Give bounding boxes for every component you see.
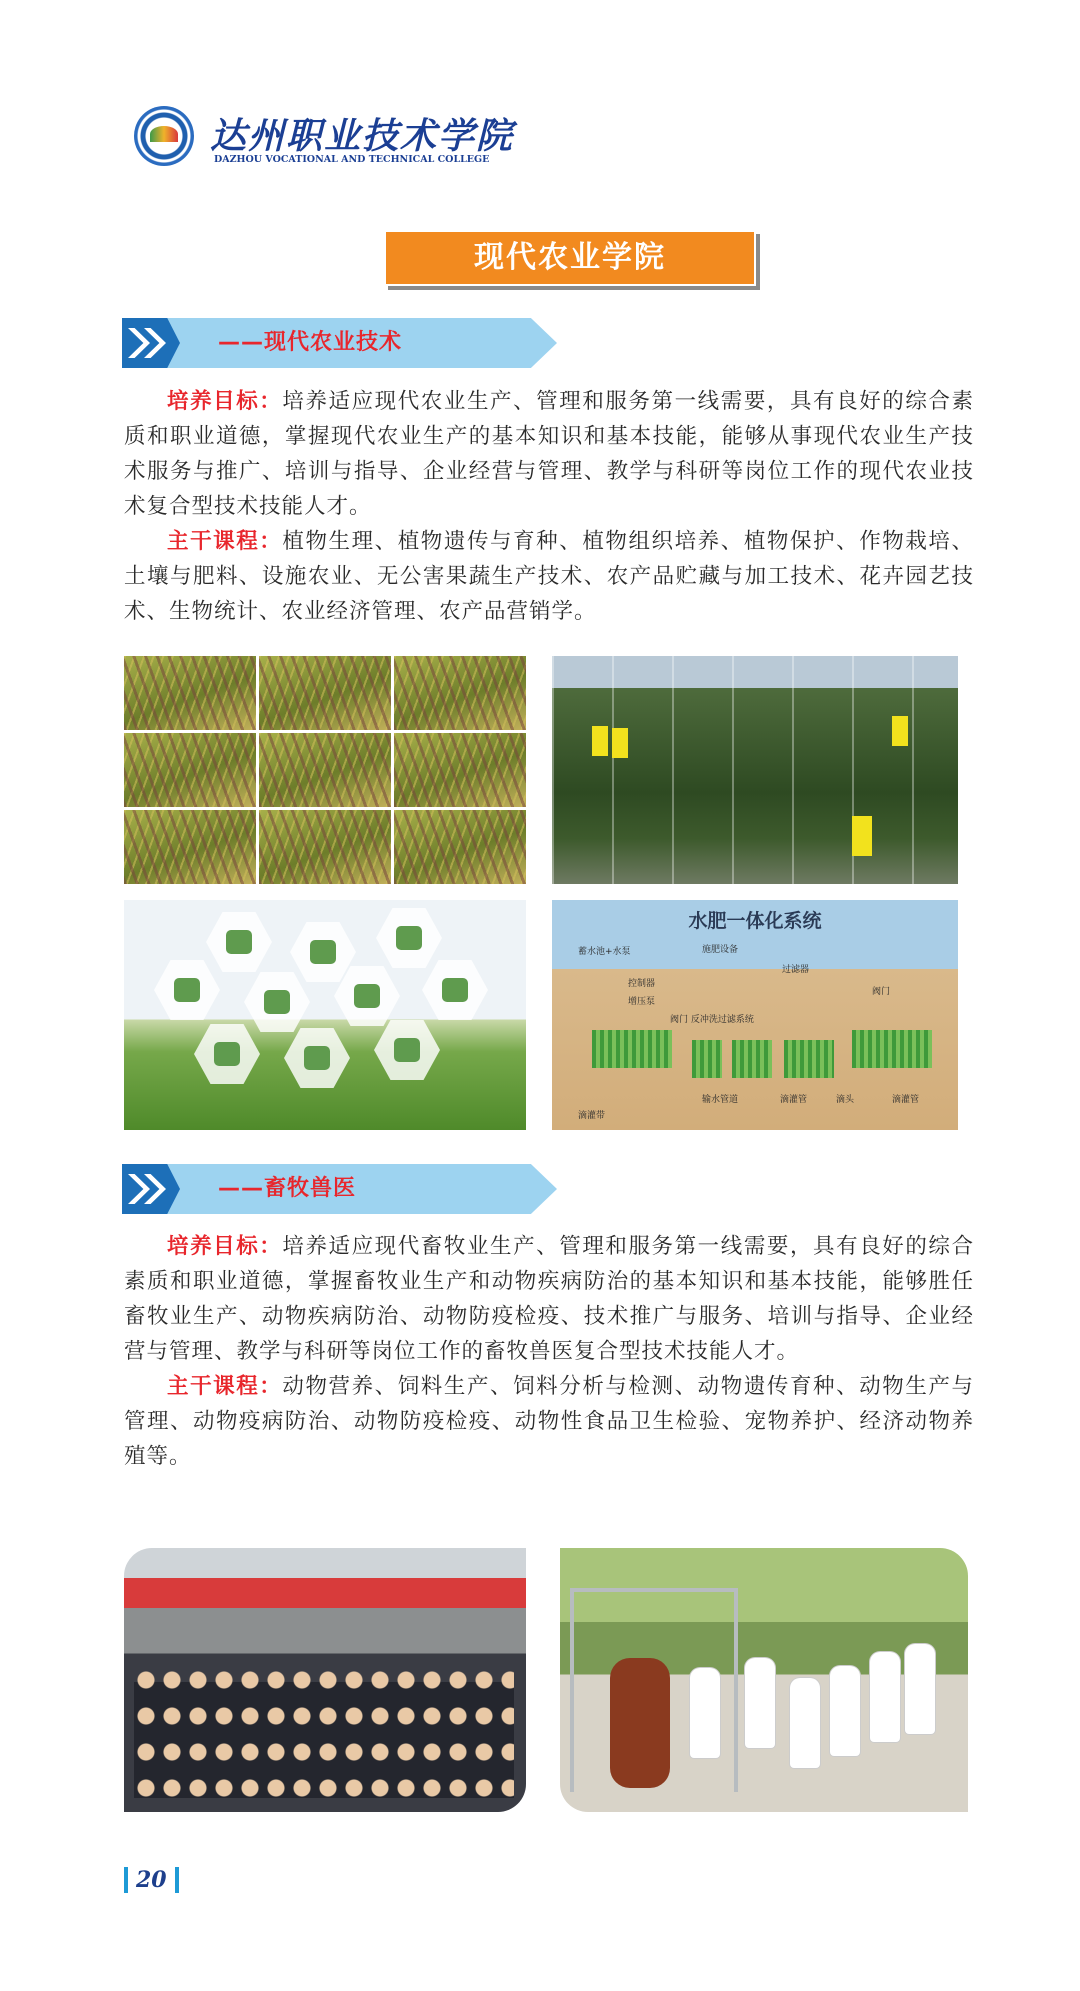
veterinary-practice-photo — [560, 1548, 968, 1812]
page-number-bar — [175, 1867, 179, 1893]
student-lab-coat — [905, 1644, 935, 1734]
monitor-icon — [334, 966, 400, 1026]
student-lab-coat — [690, 1668, 720, 1758]
page-number-bar — [124, 1867, 128, 1893]
page-title: 现代农业学院 — [384, 230, 756, 286]
diagram-label: 滴灌管 — [780, 1095, 808, 1105]
plant-icon — [422, 960, 488, 1020]
section-banner-veterinary — [122, 1164, 557, 1214]
sticky-trap — [592, 726, 608, 756]
student-lab-coat — [790, 1678, 820, 1768]
rice-grain-photo-grid — [124, 656, 526, 884]
diagram-label: 滴头 — [836, 1095, 855, 1105]
section-heading: ——畜牧兽医 — [218, 1176, 357, 1201]
training-goal-paragraph — [124, 1229, 974, 1369]
sticky-trap — [892, 716, 908, 746]
goal-text: 培养适应现代农业生产、管理和服务第一线需要，具有良好的综合素质和职业道德，掌握现代农业生产的基本知识和基本技能，能够从事现代农业生产技术服务与推广、培训与指导、企业经营与管理、教学与科研等岗位工作的现代农业技术复合型技术技能人才。 — [124, 389, 974, 519]
diagram-label: 过滤器 — [782, 965, 810, 975]
diagram-label: 滴灌管 — [892, 1095, 920, 1105]
section-text-agriculture — [124, 384, 974, 629]
student-lab-coat — [830, 1666, 860, 1756]
student-group-photo — [124, 1548, 526, 1812]
diagram-label: 输水管道 — [702, 1095, 739, 1105]
training-goal-paragraph — [124, 384, 974, 524]
sprout-search-icon — [194, 1024, 260, 1084]
page-number-value: 20 — [136, 1867, 167, 1893]
crop-bed — [592, 1030, 672, 1068]
section-heading: ——现代农业技术 — [218, 330, 403, 355]
college-emblem-icon — [134, 106, 194, 166]
grain-photo — [259, 810, 391, 884]
grain-photo — [259, 733, 391, 807]
drone-icon — [376, 908, 442, 968]
section-text-veterinary — [124, 1229, 974, 1474]
book-leaf-icon — [374, 1020, 440, 1080]
course-label: 主干课程： — [167, 529, 283, 554]
tractor-icon — [154, 960, 220, 1020]
sticky-trap — [852, 816, 872, 856]
goal-label: 培养目标： — [167, 389, 283, 414]
grain-photo — [394, 733, 526, 807]
main-courses-paragraph — [124, 524, 974, 629]
sticky-trap — [612, 728, 628, 758]
field-drone-icon — [284, 1028, 350, 1088]
course-label: 主干课程： — [167, 1374, 283, 1399]
grain-photo — [124, 810, 256, 884]
crop-bed — [692, 1040, 722, 1078]
section-banner-agriculture — [122, 318, 557, 368]
diagram-label: 滴灌带 — [578, 1111, 606, 1121]
diagram-label: 蓄水池+水泵 — [578, 947, 631, 957]
diagram-label: 阀门 — [872, 987, 891, 997]
red-banner — [124, 1578, 526, 1608]
crop-bed — [852, 1030, 932, 1068]
student-crowd — [134, 1668, 514, 1798]
course-text: 植物生理、植物遗传与育种、植物组织培养、植物保护、作物栽培、土壤与肥料、设施农业、无公害果蔬生产技术、农产品贮藏与加工技术、花卉园艺技术、生物统计、农业经济管理、农产品营销学。 — [124, 529, 974, 624]
college-logo — [134, 104, 554, 174]
grain-photo — [259, 656, 391, 730]
cloud-icon — [244, 972, 310, 1032]
smart-agriculture-illustration — [124, 900, 526, 1130]
grain-photo — [124, 656, 256, 730]
course-text: 动物营养、饲料生产、饲料分析与检测、动物遗传育种、动物生产与管理、动物疫病防治、动物防疫检疫、动物性食品卫生检验、宠物养护、经济动物养殖等。 — [124, 1374, 974, 1469]
irrigation-icon — [206, 912, 272, 972]
college-name-cn: 达州职业技术学院 — [210, 115, 515, 157]
crop-bed — [784, 1040, 834, 1078]
diagram-label: 增压泵 — [628, 997, 656, 1007]
cow — [610, 1658, 670, 1788]
crop-bed — [732, 1040, 772, 1078]
terrace-icon — [290, 922, 356, 982]
diagram-label: 阀门 反冲洗过滤系统 — [670, 1015, 754, 1025]
student-lab-coat — [870, 1652, 900, 1742]
main-courses-paragraph — [124, 1369, 974, 1474]
student-lab-coat — [745, 1658, 775, 1748]
grain-photo — [124, 733, 256, 807]
grain-photo — [394, 656, 526, 730]
goal-text: 培养适应现代畜牧业生产、管理和服务第一线需要，具有良好的综合素质和职业道德，掌握畜牧业生产和动物疾病防治的基本知识和基本技能，能够胜任畜牧业生产、动物疾病防治、动物防疫检疫、技术推广与服务、培训与指导、企业经营与管理、教学与科研等岗位工作的畜牧兽医复合型技术技能人才。 — [124, 1234, 974, 1364]
diagram-label: 控制器 — [628, 979, 656, 989]
greenhouse-photo — [552, 656, 958, 884]
college-name-en: DAZHOU VOCATIONAL AND TECHNICAL COLLEGE — [214, 154, 490, 165]
page-number — [124, 1864, 179, 1894]
goal-label: 培养目标： — [167, 1234, 283, 1259]
water-fertilizer-diagram — [552, 900, 958, 1130]
diagram-label: 施肥设备 — [702, 945, 739, 955]
grain-photo — [394, 810, 526, 884]
diagram-title: 水肥一体化系统 — [688, 910, 822, 932]
